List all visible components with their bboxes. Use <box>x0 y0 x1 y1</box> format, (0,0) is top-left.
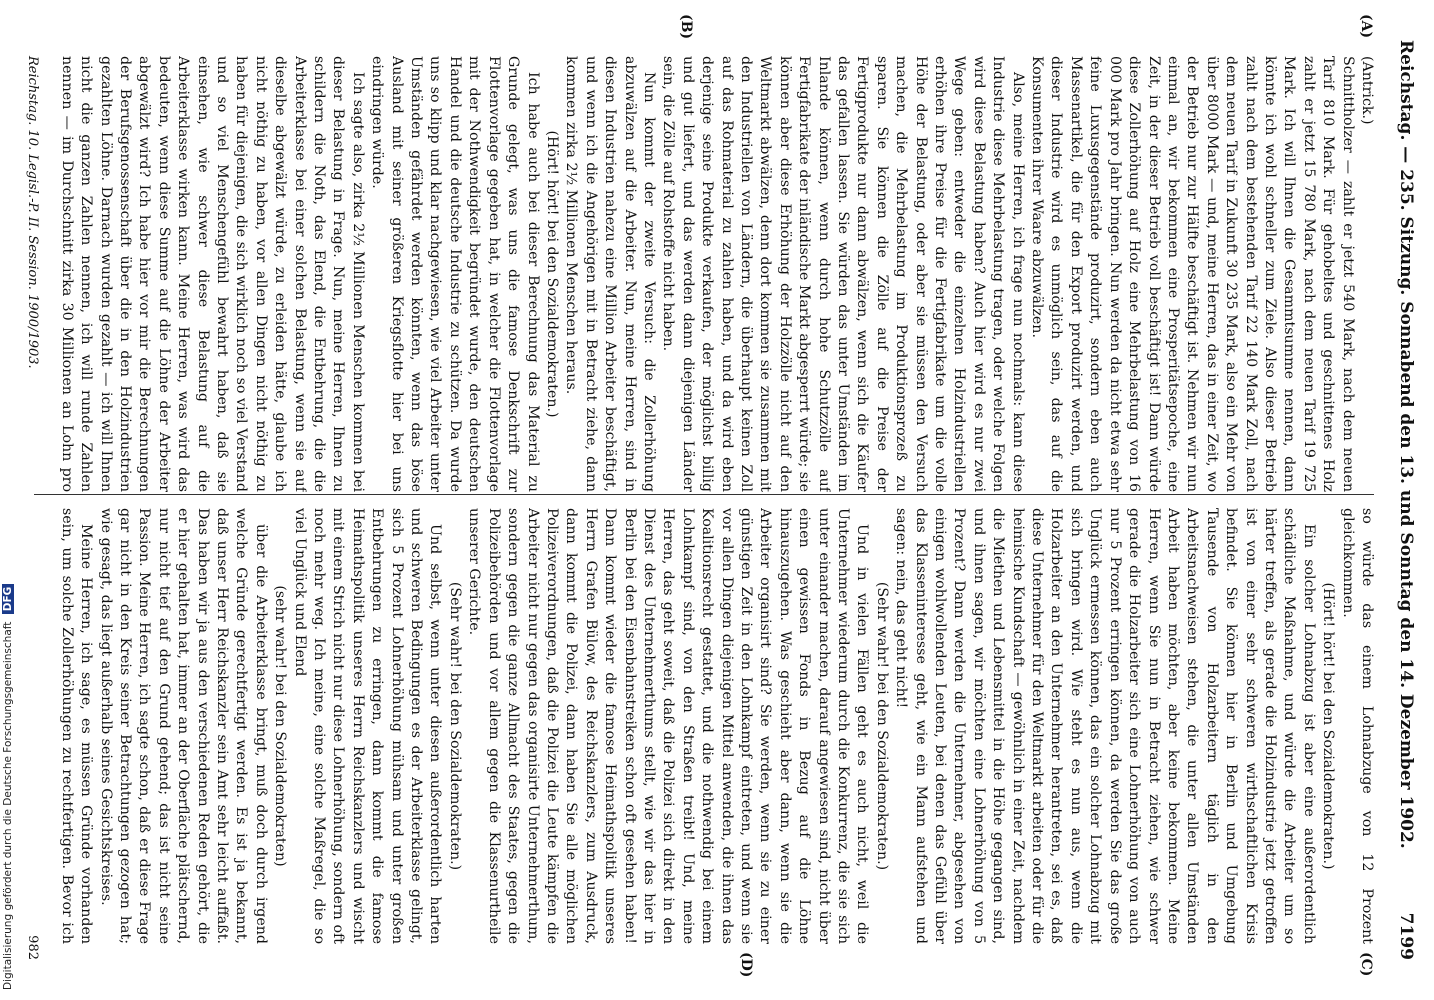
paragraph: so würde das einem Lohnabzuge von 12 Prozent gleichkommen. <box>1339 508 1375 944</box>
running-head: Reichstag. — 235. Sitzung. Sonnabend den 13. und Sonntag den 14. Dezember 1902. <box>1396 40 1416 849</box>
paragraph: Schnittholzer — zahlt er jetzt 540 Mark, nach dem neuen Tarif 810 Mark. Für gehobeltes und geschnittenes Holz zahlt er jetzt 15 780 Mark, nach dem neuen Tarif 19 725 Mark. Ich will Ihnen die Gesammtsumme nennen, dann könnte ich wohl schneller zum Ziele. Also dieser Betrieb zahlt nach dem bestehenden Tarif 22 140 Mark Zoll, nach dem neuen Tarif in Zukunft 30 235 Mark, also ein Mehr von über 8000 Mark — und, meine Herren, das in einer Zeit, wo der Betrieb nur zur Hälfte beschäftigt ist. Nehmen wir nun einmal an, wir bekommen eine Prosperitätsepoche, eine Zeit, in der dieser Betrieb voll beschäftigt ist! Dann würde diese Zollerhöhung auf Holz eine Mehrbelastung von 16 000 Mark pro Jahr bringen. Nun werden da nicht etwa sehr feine Luxusgegenstände produzirt, sondern eben auch Massenartikel, die für den Export produzirt werden, und dieser Industrie wird es unmöglich sein, das auf die Konsumenten ihrer Waare abzuwälzen. <box>1029 56 1356 492</box>
paragraph: Also, meine Herren, ich frage nun nochmals: kann diese Industrie diese Mehrbelastung tragen, oder welche Folgen wird diese Belastung haben? Auch hier wird es nur zwei Wege geben: entweder die einzelnen Holzindustriellen erhöhen ihre Preise für die Fertigfabrikate um die volle Höhe der Belastung, oder aber sie müssen den Versuch machen, die Mehrbelastung im Produktionsprozeß zu sparen. Sie können die Zölle auf die Preise der Fertigprodukte nur dann abwälzen, wenn sich die Käufer das gefallen lassen. Sie würden das unter Umständen im Inlande können, wenn durch hohe Schutzzölle auf Fertigfabrikate der inländische Markt abgesperrt würde; sie können aber diese Erhöhung der Holzzölle nicht auf den Weltmarkt abwälzen, denn dort kommen sie zusammen mit den Industriellen von Ländern, die überhaupt keinen Zoll auf das Rohmaterial zu zahlen haben, und da wird eben derjenige seine Produkte verkaufen, der möglichst billig und gut liefert, und das werden dann diejenigen Länder sein, die Zölle auf Rohstoffe nicht haben. <box>660 56 1026 492</box>
paragraph: Nun kommt der zweite Versuch: die Zollerhöhung abzuwälzen auf die Arbeiter. Nun, meine Herren, sind in diesen Industrien nahezu eine Million Arbeiter beschäftigt, und wenn ich die Angehörigen mit in Betracht ziehe, dann kommen zirka 2½ Millionen Menschen heraus. <box>563 56 657 492</box>
paragraph: (Hört! hört! bei den Sozialdemokraten.) <box>543 130 560 418</box>
margin-mark-d: (D) <box>738 952 754 978</box>
paragraph: Ich sagte also, zirka 2½ Millionen Menschen kommen bei dieser Belastung in Frage. Nun, meine Herren, Ihnen zu schildern die Noth, das Elend, die Entbehrung, die die Arbeiterklasse bei einer solchen Belastung, wenn sie auf dieselbe abgewälzt würde, zu erleiden hätte, glaube ich nicht nöthig zu haben, vor allen Dingen nicht nöthig zu haben für diejenigen, die sich wirklich noch so viel Verstand und so viel Menschengefühl bewahrt haben, daß sie einsehen, wie schwer diese Belastung auf die Arbeiterklasse wirken kann. Meine Herren, was wird das bedeuten, wenn diese Summe auf die Löhne der Arbeiter abgewälzt wird? Ich habe hier vor mir die Berechnungen der Berufsgenossenschaft über die in den Holzindustrien gezahlten Löhne. Darnach wurden gezahlt — ich will Ihnen nicht die ganzen Zahlen nennen, ich will runde Zahlen nennen — im Durchschnitt zirka 30 Millionen an Lohn pro <box>58 56 366 492</box>
margin-mark-c: (C) <box>1358 952 1374 977</box>
footer-source: Reichstag. 10. Legisl.-P. II. Session. 1900/1903. <box>25 56 40 369</box>
dfg-logo: DFG <box>2 584 14 615</box>
paragraph: Und selbst, wenn unter diesen außerordentlich harten und schweren Bedingungen es der Arbeiterklasse gelingt, sich 5 Prozent Lohnerhöhung mühsam und unter großen Entbehrungen zu erringen, dann kommt die famose Heimathspolitik unseres Herrn Reichskanzlers und wischt mit einem Strich nicht nur diese Lohnerhöhung, sondern oft noch mehr weg. Ich meine, eine solche Maßregel, die so viel Unglück und Elend <box>291 508 444 944</box>
margin-mark-a: (A) <box>1358 14 1374 39</box>
column-divider <box>34 494 1374 495</box>
digitization-notice <box>2 586 22 990</box>
page-header <box>1388 40 1416 960</box>
paragraph: (Hört! hört! bei den Sozialdemokraten.) <box>1320 582 1337 870</box>
footer-sheet-number: 982 <box>25 935 40 960</box>
paragraph: (Antrick.) <box>1359 56 1375 125</box>
paragraph: über die Arbeiterklasse bringt, muß doch durch irgend welche Gründe gerechtfertigt werden. Es ist ja bekannt, daß unser Herr Reichskanzler sein Amt sehr leicht auffaßt. Das haben wir ja aus den verschiedenen Reden gehört, die er hier gehalten hat, immer an der Oberfläche plätschernd, nur nicht tief auf den Grund gehend; das ist nicht seine Passion. Meine Herren, ich sagte schon, daß er diese Frage gar nicht in den Kreis seiner Betrachtungen gezogen hat; wie gesagt, das liegt außerhalb seines Gesichtskreises. <box>97 508 269 944</box>
margin-mark-b: (B) <box>678 14 694 40</box>
paragraph: (Sehr wahr! bei den Sozialdemokraten.) <box>873 581 890 871</box>
page-footer <box>20 56 40 960</box>
paragraph: Ein solcher Lohnabzug ist aber eine außerordentlich schädliche Maßnahme, und würde die Arbeiter um so härter treffen, als gerade die Holzindustrie jetzt getroffen ist von einer sehr schweren wirthschaftlichen Krisis befindet. Sie können hier in Berlin und Umgebung Tausende von Holzarbeitern täglich in den Arbeitsnachweisen stehen, die unter allen Umständen Arbeit haben möchten, aber keine bekommen. Meine Herren, wenn Sie nun in Betracht ziehen, wie schwer gerade die Holzarbeiter sich eine Lohnerhöhung von auch nur 5 Prozent erringen können, da werden Sie das große Unglück ermessen können, das ein solcher Lohnabzug mit sich bringen wird. Wie steht es nun aus, wenn die Holzarbeiter an den Unternehmer herantreten, sei es, daß diese Unternehmer für den Weltmarkt arbeiten oder für die heimische Kundschaft — gewöhnlich in einer Zeit, nachdem die Miethen und Lebensmittel in die Höhe gegangen sind, und ihnen sagen, wir möchten eine Lohnerhöhung von 5 Prozent? Dann werden die Unternehmer, abgesehen von einigen wohlwollenden Leuten, bei denen das Gefühl über das Klasseninteresse geht, wie ein Mann aufstehen und sagen: nein, das geht nicht! <box>893 508 1317 944</box>
page-number: 7199 <box>1396 912 1416 960</box>
right-column <box>56 508 1376 944</box>
paragraph: Und in vielen Fällen geht es auch nicht, weil die Unternehmer wiederum durch die Konkurrenz, die sie sich unter einander machen, darauf angewiesen sind, nicht über einen gewissen Fonds in Bezug auf die Löhne hinauszugehen. Was geschieht aber dann, wenn sie die Arbeiter organisirt sind? Sie werden, wenn sie zu einer günstigen Zeit in den Lohnkampf eintreten, und wenn sie vor allen Dingen diejenigen Mittel anwenden, die ihnen das Koalitionsrecht gestattet, und die nothwendig bei einem Lohnkampf sind, von den Straßen treibt! Und, meine Herren, das geht soweit, daß die Polizei sich direkt in den Dienst des Unternehmerthums stellt, wie wir das hier in Berlin bei den Eisenbahnstreiken schon oft gesehen haben! Dann kommt wieder die famose Heimathspolitik unseres Herrn Grafen Bülow, des Reichskanzlers, zum Ausdruck, dann kommt die Polizei, dann haben Sie alle möglichen Polizeiverordnungen, daß die Polizei die Leute kämpfen die Arbeiter nicht nur gegen das organisirte Unternehmerthum, sondern gegen die ganze Allmacht des Staates, gegen die Polizeibehörden und vor allem gegen die Klassenurtheile unserer Gerichte. <box>466 508 871 944</box>
digitization-text: Digitalisierung gefördert durch die Deutsche Forschungsgemeinschaft <box>2 621 14 990</box>
paragraph: (Sehr wahr! bei den Sozialdemokraten.) <box>446 581 463 871</box>
paragraph: (sehr wahr! bei den Sozialdemokraten) <box>272 585 289 867</box>
paragraph: Ich habe auch bei dieser Berechnung das Material zu Grunde gelegt, was uns die famose Denkschrift zur Flottenvorlage gegeben hat, in welcher die Flottenvorlage mit der Nothwendigkeit begründet wurde, den deutschen Handel und die deutsche Industrie zu schützen. Da wurde uns so klipp und klar nachgewiesen, wie viel Arbeiter unter Umständen gefährdet werden könnten, wenn das böse Ausland mit seiner größeren Kriegsflotte hier bei uns eindringen würde. <box>369 56 541 492</box>
left-column <box>56 56 1376 492</box>
paragraph: Meine Herren, ich sage, es müssen Gründe vorhanden sein, um solche Zollerhöhungen zu rechtfertigen. Bevor ich <box>58 508 95 944</box>
